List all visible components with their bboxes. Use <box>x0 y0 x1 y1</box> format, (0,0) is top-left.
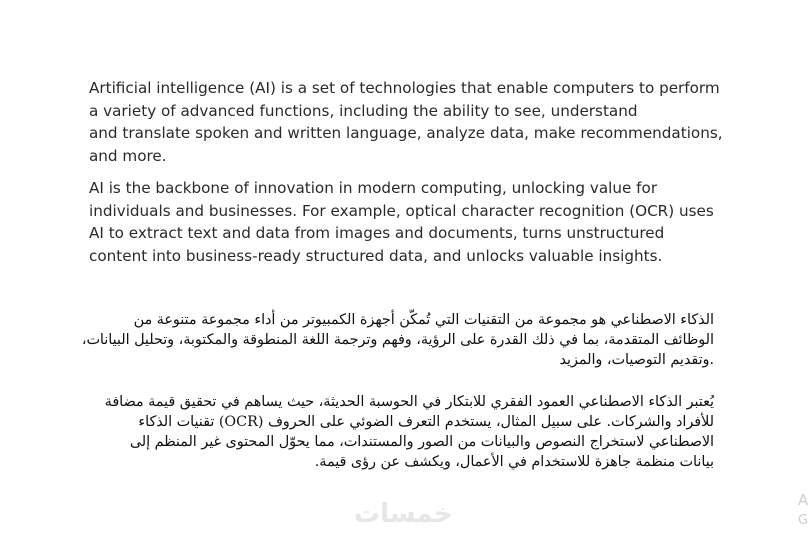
arabic-p2-line: للأفراد والشركات. على سبيل المثال، يستخدم التعرف الضوئي على الحروف (OCR) تقنيات الذكاء <box>138 414 714 431</box>
english-paragraph-1 <box>89 77 729 167</box>
arabic-p1-line: .وتقديم التوصيات، والمزيد <box>559 351 714 368</box>
english-text-block <box>89 77 729 277</box>
english-p1-line: a variety of advanced functions, including the ability to see, understand <box>89 101 638 120</box>
arabic-p1-line: الوظائف المتقدمة، بما في ذلك القدرة على الرؤية، وفهم وترجمة اللغة المنطوقة والمكتوبة، وتحليل البيانات، <box>81 331 714 348</box>
arabic-paragraph-2 <box>100 393 714 472</box>
english-p2-line: AI to extract text and data from images and documents, turns unstructured <box>89 224 665 242</box>
english-p2-line: content into business-ready structured data, and unlocks valuable insights. <box>89 246 663 265</box>
english-p1-line: and more. <box>89 146 167 165</box>
arabic-p1-line: الذكاء الاصطناعي هو مجموعة من التقنيات التي تُمكّن أجهزة الكمبيوتر من أداء مجموعة متنوعة من <box>133 312 714 328</box>
edge-mark-a: A <box>798 491 808 509</box>
edge-mark-g: G <box>798 513 808 528</box>
english-p2-line: AI is the backbone of innovation in modern computing, unlocking value for <box>89 179 658 197</box>
english-p2-line: individuals and businesses. For example, optical character recognition (OCR) uses <box>89 201 714 220</box>
arabic-p2-line: الاصطناعي لاستخراج النصوص والبيانات من الصور والمستندات، مما يحوّل المحتوى غير المنظم إلى <box>129 433 714 450</box>
arabic-p2-line: بيانات منظمة جاهزة للاستخدام في الأعمال، ويكشف عن رؤى قيمة. <box>314 453 714 470</box>
watermark-logo: خمسات <box>354 499 453 529</box>
english-paragraph-2 <box>89 177 729 267</box>
arabic-paragraph-1 <box>81 311 714 370</box>
english-p1-line: and translate spoken and written language, analyze data, make recommendations, <box>89 124 723 142</box>
arabic-text-block <box>81 311 714 496</box>
arabic-p2-line: يُعتبر الذكاء الاصطناعي العمود الفقري للابتكار في الحوسبة الحديثة، حيث يساهم في تحقيق قيمة مضافة <box>104 394 714 411</box>
english-p1-line: Artificial intelligence (AI) is a set of technologies that enable computers to perform <box>89 79 720 97</box>
